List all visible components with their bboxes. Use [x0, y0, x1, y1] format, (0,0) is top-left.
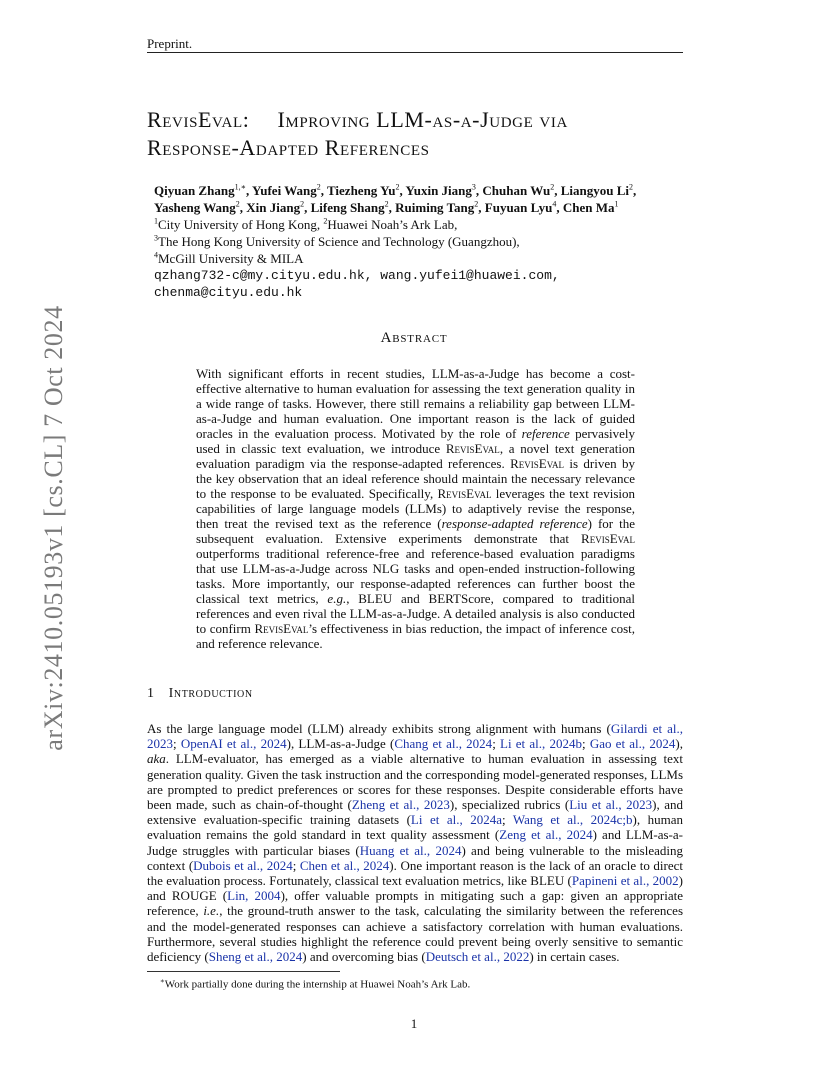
text-run: As the large language model (LLM) already exhibits strong alignment with humans ( — [147, 721, 611, 736]
text-run: ; — [502, 812, 513, 828]
text-run: ; — [292, 857, 300, 873]
text-run: ), LLM-as-a-Judge ( — [286, 736, 395, 752]
method-name: RevisEval — [510, 456, 565, 471]
author-name: Xin Jiang — [246, 200, 301, 215]
citation-link[interactable]: Chen et al., 2024 — [299, 857, 390, 873]
section-heading — [147, 686, 253, 702]
affil-mark: 3 — [154, 233, 158, 243]
affiliation-line-2 — [154, 233, 694, 250]
emphasis: reference — [521, 426, 570, 441]
affiliation-line-1 — [154, 216, 694, 233]
text-run: ), — [675, 736, 683, 752]
method-name: RevisEval — [445, 441, 500, 456]
footnote-mark: ∗ — [160, 977, 165, 985]
affil-text: City University of Hong Kong, — [158, 217, 324, 232]
author-affil-mark: 2 — [629, 182, 633, 192]
citation-link[interactable]: Li et al., 2024a — [410, 812, 502, 828]
text-run: ). One important reason is the lack of an oracle to direct the evaluation process. Fortunately, classical text evaluation metrics, like BLEU ( — [147, 857, 683, 889]
author-name: Fuyuan Lyu — [484, 200, 553, 215]
text-run: ) and overcoming bias ( — [302, 949, 426, 965]
text-run: ; — [492, 736, 501, 752]
affiliation-line-3 — [154, 250, 694, 267]
citation-link[interactable]: Zeng et al., 2024 — [499, 827, 593, 843]
paper-title — [147, 106, 707, 162]
text-run: , BLEU and BERTScore, compared to traditional references and even rival the LLM-as-a-Judge. A detailed analysis is also conducted to confirm — [196, 591, 635, 636]
abstract-body — [196, 366, 635, 651]
citation-link[interactable]: Wang et al., 2024c;b — [512, 812, 633, 828]
affil-mark: 2 — [323, 216, 328, 226]
author-affil-mark: 2 — [316, 182, 321, 192]
author-name: Ruiming Tang — [395, 200, 475, 215]
author-separator: , — [246, 183, 253, 198]
citation-link[interactable]: Papineni et al., 2002 — [571, 873, 679, 889]
emphasis: e.g. — [327, 591, 347, 606]
citation-link[interactable]: Deutsch et al., 2022 — [425, 949, 530, 965]
text-run: is driven by the key observation that an ideal reference should maintain the necessary relevance to the response to be evaluated. Specifically, — [196, 456, 636, 501]
text-run: ; — [173, 736, 181, 752]
title-part-2: Improving LLM-as-a-Judge via — [277, 107, 568, 132]
footnote — [160, 977, 470, 991]
author-affil-mark: 2 — [395, 182, 400, 192]
author-affil-mark: 1,∗ — [234, 182, 247, 192]
title-part-1: RevisEval: — [147, 107, 250, 132]
author-affil-mark: 2 — [550, 182, 555, 192]
text-run: . LLM-evaluator, has emerged as a viable alternative to human evaluation in assessing text generation quality. Given the task instruction and the corresponding model-generated responses, LLMs are prompted to predict preferences or scores for these responses. Despite considerable efforts have been made, such as chain-of-thought ( — [147, 751, 683, 813]
author-names — [154, 182, 694, 216]
emphasis: i.e. — [203, 903, 220, 919]
author-name: Yuxin Jiang — [405, 183, 472, 198]
section-title: Introduction — [168, 686, 253, 701]
page-number: 1 — [410, 1016, 418, 1031]
author-name: Lifeng Shang — [310, 200, 385, 215]
author-separator: , — [304, 200, 311, 215]
text-run: leverages the text revision capabilities of large language models (LLMs) to adaptively revise the response, then treat the revised text as the reference ( — [196, 486, 635, 531]
author-block — [154, 182, 694, 301]
author-name: Liangyou Li — [560, 183, 629, 198]
author-separator: , — [478, 200, 485, 215]
running-header: Preprint. — [147, 36, 193, 51]
text-run: , a novel text generation evaluation paradigm via the response-adapted references. — [196, 441, 635, 471]
text-run: ), specialized rubrics ( — [449, 797, 570, 813]
text-run: With significant efforts in recent studies, LLM-as-a-Judge has become a cost-effective alternative to human evaluation for assessing the text generation quality in a wide range of tasks. However, there still remains a reliability gap between LLM-as-a-Judge and human evaluation. One important reason is the lack of guided oracles in the evaluation process. Motivated by the role of — [196, 366, 635, 441]
header-rule — [147, 52, 683, 53]
emphasis: response-adapted reference — [441, 516, 588, 531]
author-affil-mark: 2 — [300, 199, 305, 209]
text-run: ), and extensive evaluation-specific training datasets ( — [147, 797, 683, 828]
method-name: RevisEval — [581, 531, 635, 546]
text-run: ) in certain cases. — [529, 949, 620, 965]
affil-mark: 1 — [154, 216, 158, 226]
citation-link[interactable]: Dubois et al., 2024 — [193, 857, 293, 873]
author-separator: , — [320, 183, 327, 198]
citation-link[interactable]: Lin, 2004 — [227, 888, 281, 904]
text-run: ) and being vulnerable to the misleading context ( — [147, 842, 684, 873]
arxiv-stamp: arXiv:2410.05193v1 [cs.CL] 7 Oct 2024 — [39, 305, 68, 751]
emphasis: aka — [147, 751, 166, 767]
text-run: ) and LLM-as-a-Judge struggles with particular biases ( — [147, 827, 683, 858]
text-run: ; — [581, 736, 590, 752]
text-run: pervasively used in classic text evaluation, we introduce — [196, 426, 635, 456]
citation-link[interactable]: Liu et al., 2023 — [569, 797, 653, 813]
affil-text: McGill University & MILA — [158, 251, 304, 266]
author-affil-mark: 2 — [235, 199, 240, 209]
citation-link[interactable]: OpenAI et al., 2024 — [180, 736, 287, 752]
method-name: RevisEval — [254, 621, 309, 636]
footnote-text: Work partially done during the internship at Huawei Noah’s Ark Lab. — [164, 978, 471, 991]
citation-link[interactable]: Chang et al., 2024 — [394, 736, 493, 752]
email-line-1: qzhang732-c@my.cityu.edu.hk, wang.yufei1@huawei.com, — [154, 268, 560, 283]
affil-text: The Hong Kong University of Science and Technology (Guangzhou), — [158, 234, 520, 249]
text-run: ’s effectiveness in bias reduction, the impact of inference cost, and reference relevance. — [196, 621, 636, 651]
text-run: , the ground-truth answer to the task, calculating the similarity between the references and the model-generated responses can achieve a satisfactory correlation with human evaluations. Furthermore, several studies highlight the reference could prevent being overly sensitive to semantic deficiency ( — [147, 903, 683, 965]
intro-paragraph — [147, 721, 683, 964]
section-number: 1 — [147, 686, 155, 701]
footnote-rule — [147, 971, 340, 972]
author-name: Yufei Wang — [252, 183, 317, 198]
text-run: outperforms traditional reference-free and reference-based evaluation paradigms that use LLM-as-a-Judge across NLG tasks and open-ended instruction-following tasks. More importantly, our response-adapted references can further boost the classical text metrics, — [196, 546, 635, 606]
author-affil-mark: 2 — [474, 199, 479, 209]
citation-link[interactable]: Zheng et al., 2023 — [351, 797, 450, 813]
author-affil-mark: 3 — [471, 182, 476, 192]
citation-link[interactable]: Gilardi et al., 2023 — [147, 721, 684, 752]
author-affil-mark: 2 — [384, 199, 389, 209]
citation-link[interactable]: Huang et al., 2024 — [359, 842, 462, 858]
text-run: ) and ROUGE ( — [147, 873, 683, 904]
citation-link[interactable]: Li et al., 2024b — [500, 736, 582, 752]
author-affil-mark: 4 — [552, 199, 557, 209]
text-run: ) for the subsequent evaluation. Extensive experiments demonstrate that — [196, 516, 635, 546]
author-separator: , — [633, 183, 637, 198]
author-separator: , — [475, 183, 483, 198]
method-name: RevisEval — [437, 486, 492, 501]
author-name: Yasheng Wang — [154, 200, 236, 215]
author-name: Chuhan Wu — [482, 183, 551, 198]
text-run: ), human evaluation remains the gold standard in text quality assessment ( — [147, 812, 683, 843]
affil-text: Huawei Noah’s Ark Lab, — [327, 217, 458, 232]
email-line-2: chenma@cityu.edu.hk — [154, 285, 303, 300]
author-name: Tiezheng Yu — [326, 183, 396, 198]
author-name: Chen Ma — [562, 200, 615, 215]
text-run: ), offer valuable prompts in mitigating such a gap: given an appropriate reference, — [147, 888, 684, 919]
author-separator: , — [388, 200, 396, 215]
citation-link[interactable]: Gao et al., 2024 — [589, 736, 676, 752]
abstract-heading: Abstract — [380, 330, 448, 346]
title-line-2: Response-Adapted References — [147, 135, 430, 160]
author-separator: , — [239, 200, 247, 215]
affil-mark: 4 — [154, 250, 158, 260]
author-separator: , — [554, 183, 561, 198]
author-affil-mark: 1 — [614, 199, 619, 209]
author-name: Qiyuan Zhang — [154, 183, 235, 198]
author-separator: , — [399, 183, 406, 198]
citation-link[interactable]: Sheng et al., 2024 — [208, 949, 303, 965]
author-separator: , — [556, 200, 563, 215]
